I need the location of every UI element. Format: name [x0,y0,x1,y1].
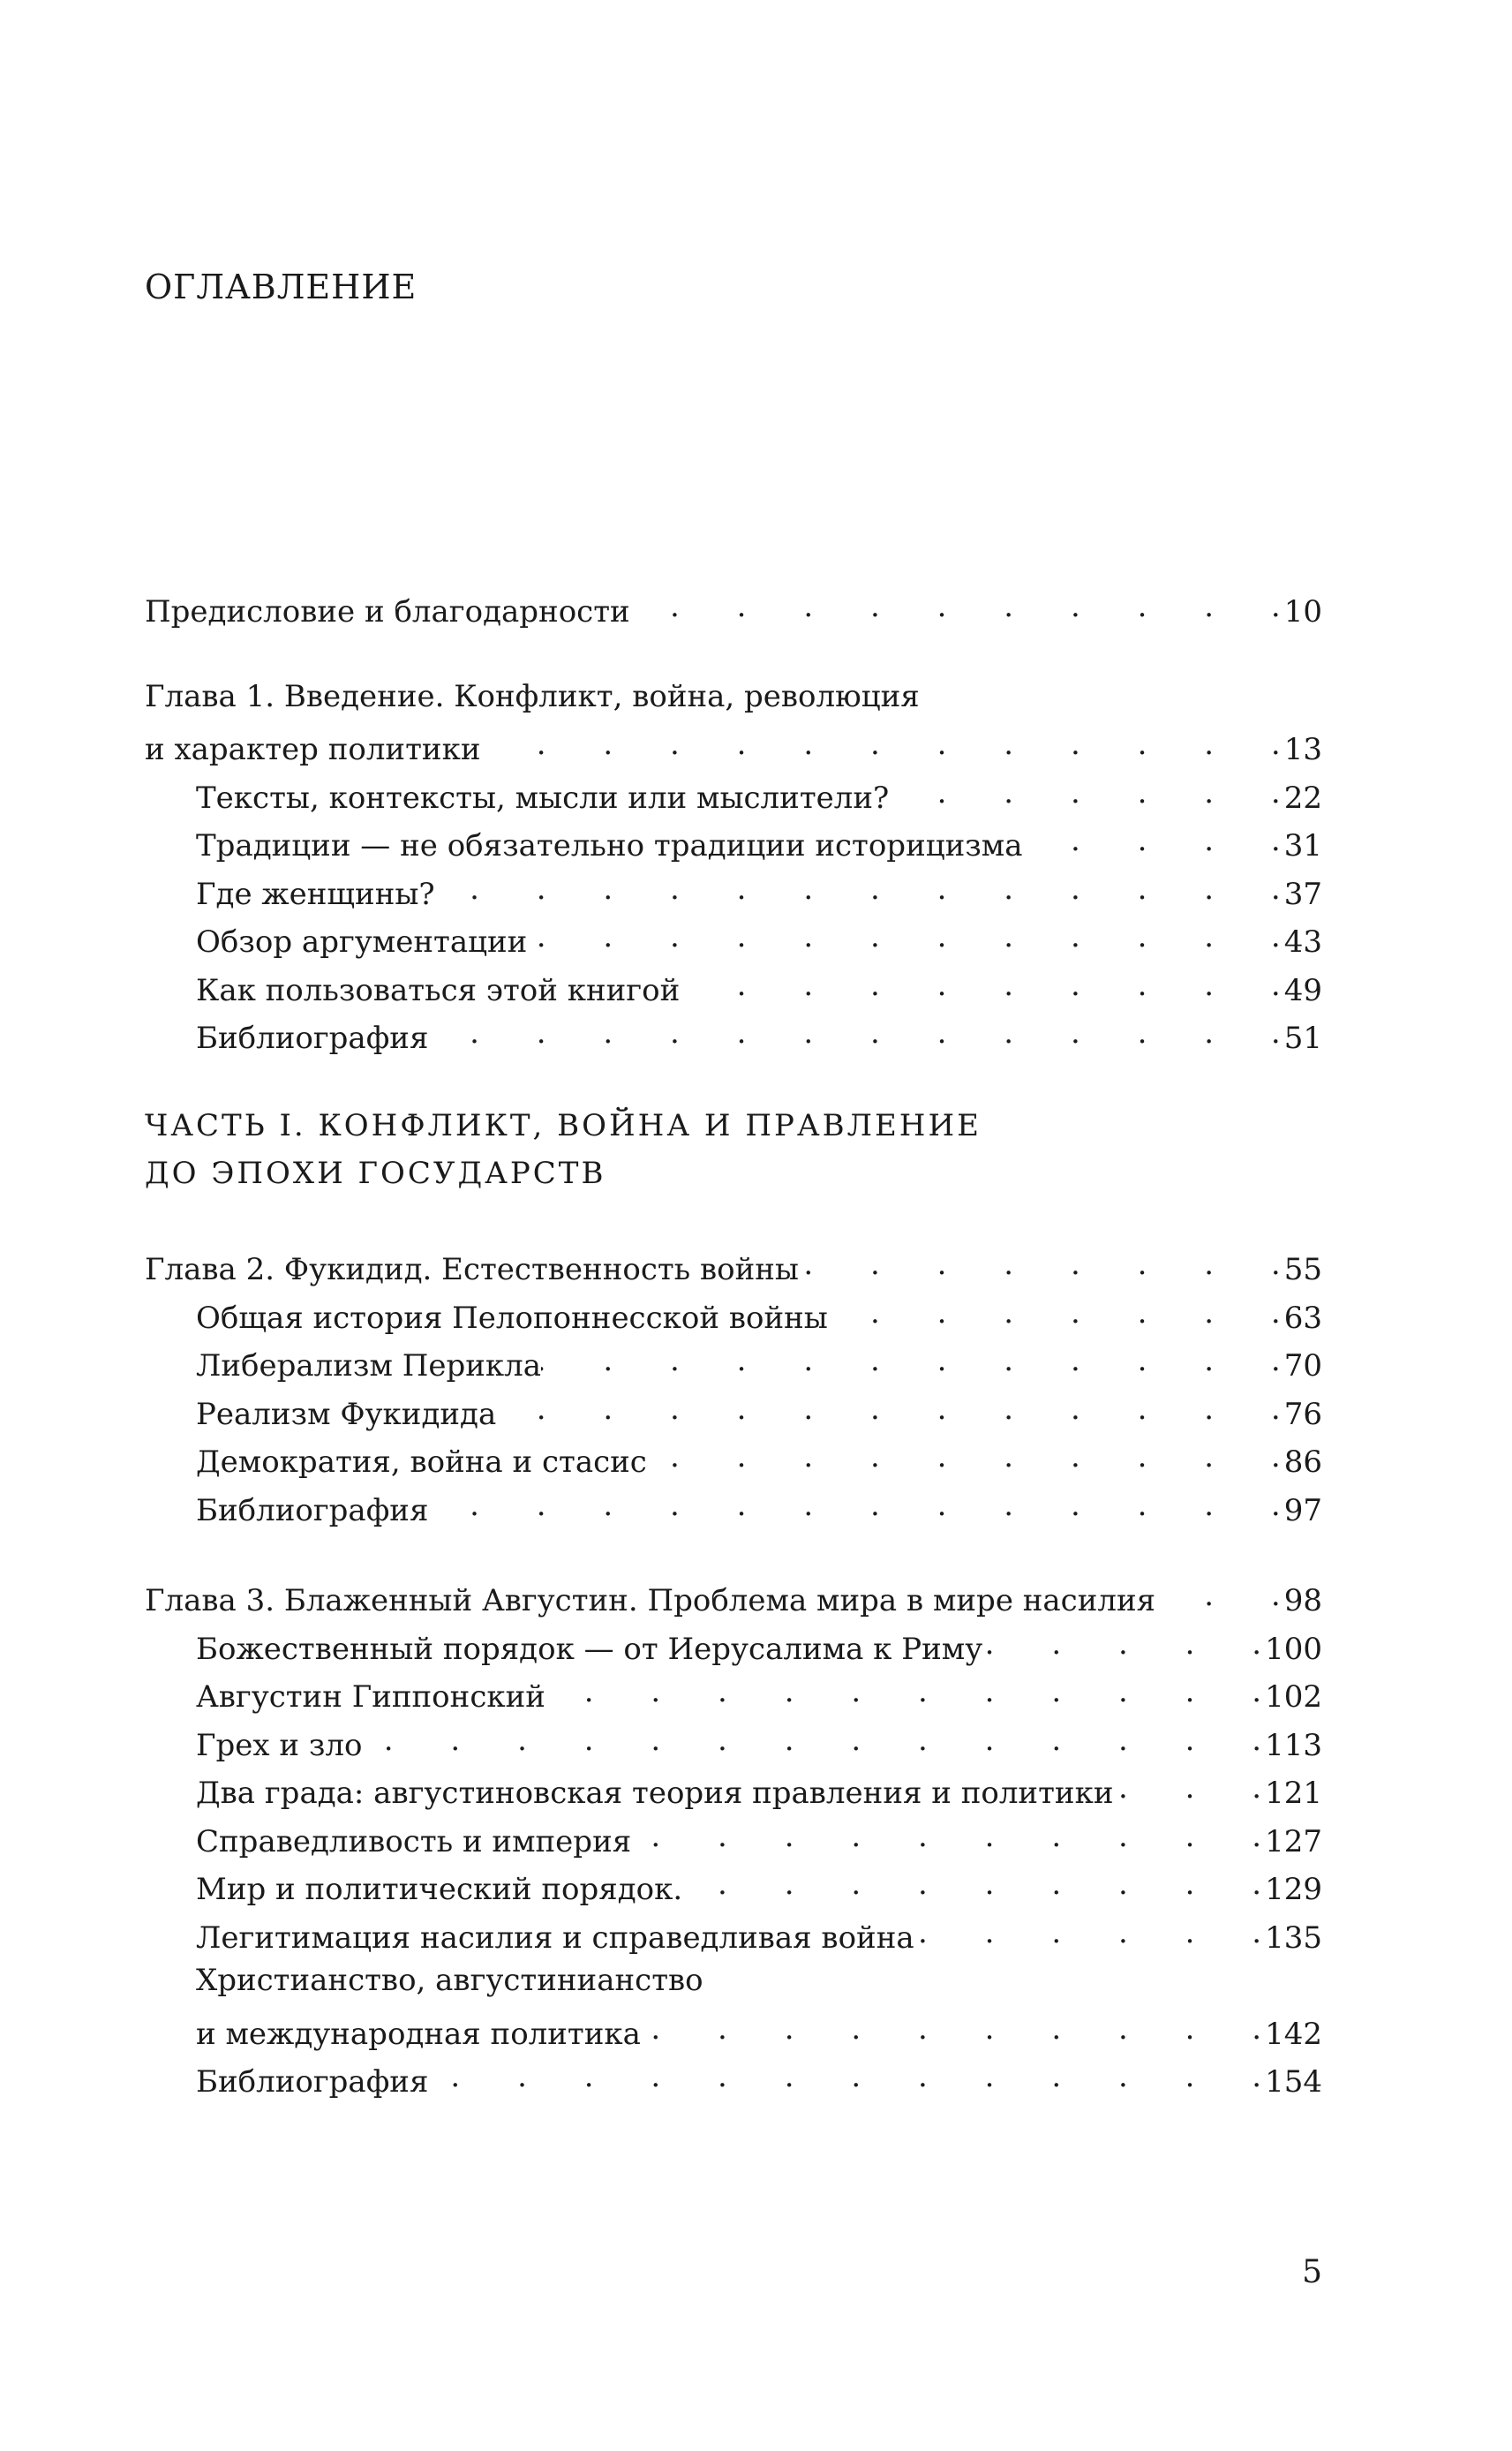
toc-entry-preface[interactable] [145,592,1322,630]
toc-entry-page: 31 [1283,828,1322,864]
toc-entry-democracy-stasis[interactable] [196,1442,1322,1480]
toc-chapter-1-title-line1[interactable]: Глава 1. Введение. Конфликт, война, революция [145,679,920,714]
toc-entry-just-war[interactable] [196,1918,1322,1956]
toc-entry-label: Библиография [196,1021,429,1056]
dot-leader [428,1490,1283,1520]
dot-leader [545,1677,1265,1707]
dot-leader [1155,1580,1284,1610]
dot-leader [1113,1773,1265,1803]
toc-entry-christianity-line1[interactable]: Христианство, августинианство [196,1963,703,1998]
toc-entry-divine-order[interactable] [196,1629,1322,1667]
toc-entry-page: 142 [1265,2017,1322,2052]
toc-entry-bibliography-2[interactable] [196,1490,1322,1526]
toc-entry-label: Два града: августиновская теория правления и политики [196,1776,1114,1811]
toc-entry-augustine-hippo[interactable] [196,1677,1322,1715]
toc-entry-page: 49 [1283,973,1322,1008]
toc-entry-label: Глава 3. Блаженный Августин. Проблема мира в мире насилия [145,1583,1156,1618]
toc-entry-page: 22 [1283,781,1322,816]
toc-entry-chapter-3[interactable] [145,1580,1322,1616]
dot-leader [435,874,1284,904]
toc-entry-page: 55 [1283,1252,1322,1287]
toc-entry-page: 43 [1283,924,1322,960]
dot-leader [914,1918,1265,1948]
toc-entry-page: 10 [1283,594,1322,630]
toc-entry-label: Грех и зло [196,1728,363,1763]
toc-entry-page: 70 [1283,1348,1322,1384]
dot-leader [630,592,1284,622]
dot-leader [682,1869,1265,1899]
dot-leader [631,1821,1265,1851]
dot-leader [541,1346,1284,1376]
toc-entry-bibliography-3[interactable] [196,2062,1322,2100]
toc-entry-page: 37 [1283,877,1322,912]
part-heading-line1[interactable]: ЧАСТЬ I. КОНФЛИКТ, ВОЙНА И ПРАВЛЕНИЕ [145,1108,982,1143]
toc-entry-label: Мир и политический порядок. [196,1872,683,1907]
toc-entry-page: 86 [1283,1444,1322,1480]
toc-entry-page: 127 [1265,1824,1322,1859]
dot-leader [428,2062,1265,2092]
toc-entry-label: Традиции — не обязательно традиции историцизма [196,828,1023,864]
toc-entry-label: Справедливость и империя [196,1824,632,1859]
page-title: ОГЛАВЛЕНИЕ [145,268,417,306]
toc-entry-label: Общая история Пелопоннесской войны [196,1301,828,1336]
toc-entry-label: Глава 2. Фукидид. Естественность войны [145,1252,799,1287]
toc-entry-overview[interactable] [196,922,1322,960]
toc-entry-label: Где женщины? [196,877,435,912]
dot-leader [641,2014,1265,2044]
toc-entry-page: 102 [1265,1679,1322,1715]
dot-leader [889,778,1283,808]
toc-entry-label: Либерализм Перикла [196,1348,542,1384]
dot-leader [480,729,1283,759]
toc-entry-page: 98 [1283,1583,1322,1618]
toc-entry-thucydides-realism[interactable] [196,1394,1322,1432]
toc-entry-label: Тексты, контексты, мысли или мыслители? [196,781,890,816]
dot-leader [527,922,1283,952]
toc-entry-label: Обзор аргументации [196,924,528,960]
toc-entry-chapter-1[interactable] [145,729,1322,765]
toc-entry-sin-evil[interactable] [196,1725,1322,1761]
toc-entry-label: Предисловие и благодарности [145,594,630,630]
dot-leader [496,1394,1283,1424]
toc-entry-how-to-use[interactable] [196,970,1322,1006]
dot-leader [680,970,1284,1000]
toc-entry-justice-empire[interactable] [196,1821,1322,1857]
toc-entry-label: Библиография [196,1493,429,1528]
toc-entry-page: 154 [1265,2064,1322,2100]
dot-leader [362,1725,1265,1755]
toc-entry-label: Демократия, война и стасис [196,1444,647,1480]
toc-entry-page: 129 [1265,1872,1322,1907]
toc-entry-page: 97 [1283,1493,1322,1528]
toc-entry-page: 13 [1283,732,1322,767]
dot-leader [799,1249,1284,1279]
toc-entry-pericles-liberalism[interactable] [196,1346,1322,1384]
dot-leader [647,1442,1284,1472]
dot-leader [1023,826,1284,856]
toc-entry-label: Библиография [196,2064,429,2100]
toc-entry-page: 121 [1265,1776,1322,1811]
toc-entry-label: и характер политики [145,732,481,767]
dot-leader [828,1298,1284,1328]
toc-entry-label: Августин Гиппонский [196,1679,545,1715]
toc-entry-page: 135 [1265,1920,1322,1956]
toc-entry-two-cities[interactable] [196,1773,1322,1811]
toc-entry-peloponnesian-war[interactable] [196,1298,1322,1336]
toc-entry-page: 51 [1283,1021,1322,1056]
toc-entry-chapter-2[interactable] [145,1249,1322,1285]
toc-entry-label: Божественный порядок — от Иерусалима к Риму [196,1632,983,1667]
toc-entry-page: 113 [1265,1728,1322,1763]
toc-entry-page: 63 [1283,1301,1322,1336]
page-number: 5 [1302,2254,1322,2290]
toc-entry-texts-contexts[interactable] [196,778,1322,816]
dot-leader [428,1018,1283,1048]
toc-entry-label: и международная политика [196,2017,641,2052]
toc-entry-label: Как пользоваться этой книгой [196,973,681,1008]
dot-leader [982,1629,1265,1659]
toc-entry-page: 76 [1283,1397,1322,1432]
toc-entry-international-politics[interactable] [196,2014,1322,2052]
toc-entry-bibliography-1[interactable] [196,1018,1322,1056]
toc-entry-label: Легитимация насилия и справедливая война [196,1920,914,1956]
toc-entry-peace-order[interactable] [196,1869,1322,1907]
toc-entry-where-women[interactable] [196,874,1322,912]
toc-entry-page: 100 [1265,1632,1322,1667]
toc-entry-label: Реализм Фукидида [196,1397,497,1432]
toc-entry-traditions[interactable] [196,826,1322,864]
part-heading-line2[interactable]: ДО ЭПОХИ ГОСУДАРСТВ [145,1156,606,1191]
